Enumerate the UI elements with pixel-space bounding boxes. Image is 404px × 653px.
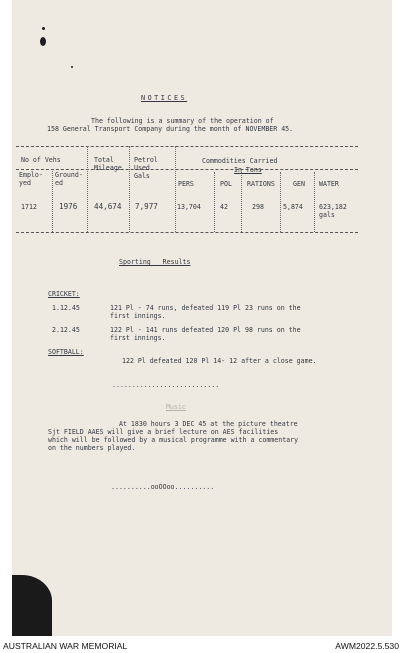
column-divider — [280, 172, 281, 232]
cell-petrol-used: 7,977 — [135, 202, 158, 211]
column-divider — [241, 172, 242, 232]
end-mark: ..........ooOOoo.......... — [111, 483, 215, 491]
result-text: first innings. — [110, 334, 166, 342]
music-heading: Music — [166, 403, 186, 411]
ink-blot — [40, 37, 46, 46]
header-employed: Emplo- yed — [19, 171, 43, 187]
column-divider — [175, 146, 176, 232]
table-rule-bottom — [16, 232, 358, 233]
cell-total-mileage: 44,674 — [94, 202, 122, 211]
header-total-mileage: Total Mileage — [94, 156, 122, 172]
header-no-of-vehs: No of Vehs — [21, 156, 61, 164]
header-gen: GEN — [293, 180, 305, 188]
table-rule-mid — [16, 169, 358, 170]
header-grounded: Ground- ed — [55, 171, 83, 187]
cell-pers: 13,704 — [177, 203, 201, 211]
result-text: 121 Pl - 74 runs, defeated 119 Pl 23 runs on the — [110, 304, 301, 312]
result-text: 122 Pl - 141 runs defeated 120 Pl 98 runs on the — [110, 326, 301, 334]
column-divider — [214, 172, 215, 232]
cell-rations: 298 — [252, 203, 264, 211]
header-petrol-used: Petrol Used Gals — [134, 156, 158, 180]
ink-dot — [71, 66, 73, 68]
header-water: WATER — [319, 180, 339, 188]
sporting-heading: Sporting Results — [119, 258, 191, 266]
column-divider — [87, 146, 88, 232]
cell-employed: 1712 — [21, 203, 37, 211]
softball-label: SOFTBALL: — [48, 348, 84, 356]
result-date: 2.12.45 — [52, 326, 80, 334]
cell-water: 623,182 gals — [319, 203, 347, 219]
section-separator: ........................... — [112, 381, 220, 389]
intro-text: The following is a summary of the operation of — [91, 117, 274, 125]
cell-grounded: 1976 — [59, 202, 78, 211]
cell-pol: 42 — [220, 203, 228, 211]
music-text: on the numbers played. — [48, 444, 136, 452]
table-rule-top — [16, 146, 358, 147]
cell-gen: 5,874 — [283, 203, 303, 211]
header-rations: RATIONS — [247, 180, 275, 188]
cricket-label: CRICKET: — [48, 290, 80, 298]
column-divider — [314, 172, 315, 232]
header-pol: POL — [220, 180, 232, 188]
archive-footer — [0, 636, 404, 653]
result-date: 1.12.45 — [52, 304, 80, 312]
header-in-tons: In Tons — [234, 166, 262, 174]
footer-institution: AUSTRALIAN WAR MEMORIAL — [3, 641, 128, 651]
page-corner-shadow — [12, 575, 52, 636]
page-title: NOTICES — [141, 94, 188, 102]
result-text: first innings. — [110, 312, 166, 320]
music-text: At 1830 hours 3 DEC 45 at the picture theatre — [119, 420, 298, 428]
header-commodities: Commodities Carried — [202, 157, 278, 165]
document-page — [12, 0, 392, 636]
intro-text: 158 General Transport Company during the month of NOVEMBER 45. — [47, 125, 294, 133]
footer-accession-number: AWM2022.5.530 — [335, 641, 399, 651]
ink-blot — [42, 27, 45, 30]
music-text: Sjt FIELD AAES will give a brief lecture on AES facilities — [48, 428, 279, 436]
header-pers: PERS — [178, 180, 194, 188]
softball-result: 122 Pl defeated 120 Pl 14- 12 after a close game. — [122, 357, 317, 365]
music-text: which will be followed by a musical programme with a commentary — [48, 436, 299, 444]
column-divider — [52, 169, 53, 232]
column-divider — [129, 146, 130, 232]
